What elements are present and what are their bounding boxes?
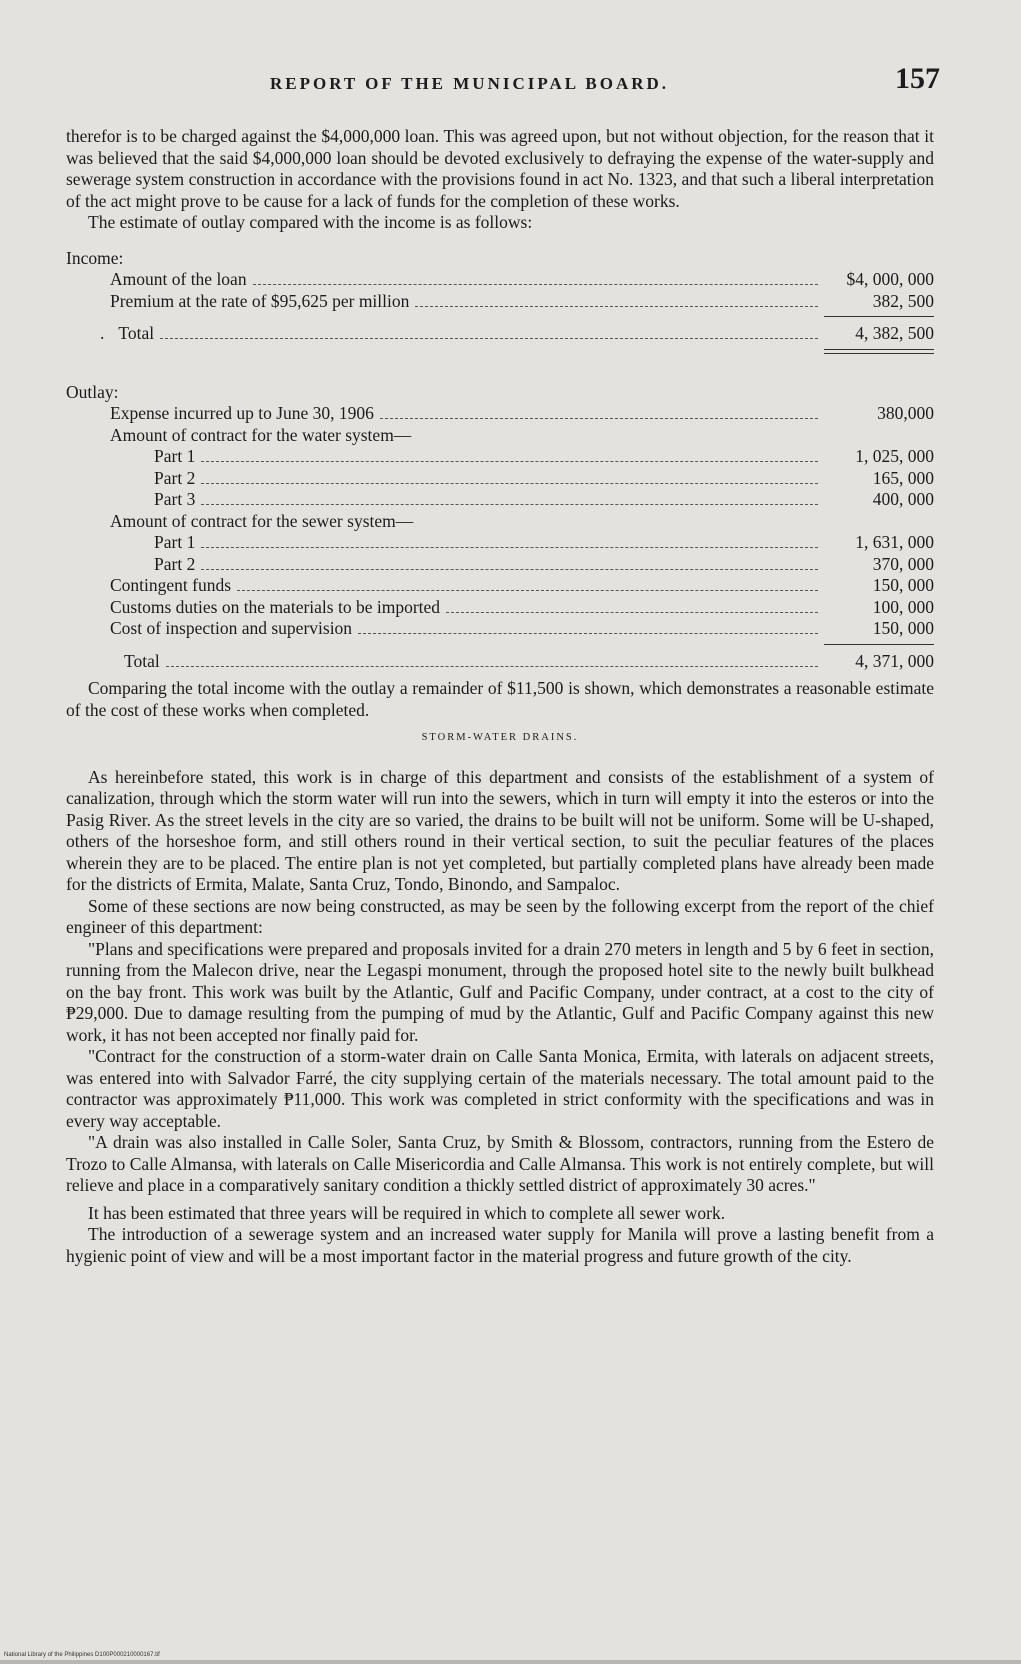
outlay-row: Expense incurred up to June 30, 1906 380,000 (110, 403, 934, 423)
intro-paragraph: therefor is to be charged against the $4,000,000 loan. This was agreed upon, but not without objection, for the reason that it was believed that the said $4,000,000 loan should be devoted exclusively to defraying the expense of the water-supply and sewerage system construction in accordance with the provisions found in act No. 1323, and that such a liberal interpretation of the act might prove to be cause for a lack of funds for the completion of these works. (66, 126, 934, 211)
outlay-row: Part 1 1, 025, 000 (154, 446, 934, 466)
body-paragraph: "Plans and specifications were prepared and proposals invited for a drain 270 meters in length and 5 by 6 feet in section, running from the Malecon drive, near the Legaspi monument, through the proposed hotel site to the newly built bulkhead on the bay front. This work was built by the Atlantic, Gulf and Pacific Company, under contract, at a cost to the city of ₱29,000. Due to damage resulting from the pumping of mud by the Atlantic, Gulf and Pacific Company against this new work, it has not been accepted nor finally paid for. (66, 938, 934, 1045)
outlay-total-label: Total (124, 650, 160, 671)
body-paragraph: "Contract for the construction of a storm-water drain on Calle Santa Monica, Ermita, with laterals on adjacent streets, was entered into with Salvador Farré, the city supplying certain of the materials necessary. The total amount paid to the contractor was approximately ₱11,000. This work was completed in strict conformity with the specifications and was in every way acceptable. (66, 1046, 934, 1131)
estimate-intro: The estimate of outlay compared with the income is as follows: (88, 212, 533, 232)
page-header (60, 62, 940, 102)
outlay-row: Customs duties on the materials to be imported 100, 000 (110, 596, 934, 617)
body-paragraph: The introduction of a sewerage system and an increased water supply for Manila will prove a lasting benefit from a hygienic point of view and will be a most important factor in the material progress and future growth of the city. (66, 1224, 934, 1266)
scan-footer: National Library of the Philippines D100P000210000167.tif (4, 1652, 160, 1658)
page-content (66, 126, 934, 1267)
section-title: STORM-WATER DRAINS. (421, 732, 579, 743)
outlay-total-amount: 4, 371, 000 (855, 650, 934, 671)
running-head: REPORT OF THE MUNICIPAL BOARD. (270, 74, 670, 93)
outlay-row: Part 1 1, 631, 000 (154, 532, 934, 552)
double-rule (824, 349, 934, 354)
outlay-label: Outlay: (66, 381, 119, 402)
outlay-row: Cost of inspection and supervision 150, 000 (110, 618, 934, 638)
income-row: Premium at the rate of $95,625 per million 382, 500 (110, 290, 934, 311)
income-label: Income: (66, 247, 124, 268)
sum-rule (824, 316, 934, 317)
sum-rule (824, 644, 934, 645)
income-total-label: Total (118, 323, 155, 343)
outlay-row: Part 2 165, 000 (154, 467, 934, 488)
income-row: Amount of the loan $4, 000, 000 (110, 269, 934, 289)
page-number: 157 (895, 62, 940, 95)
outlay-row: Contingent funds 150, 000 (110, 575, 934, 595)
outlay-row: Part 3 400, 000 (154, 489, 934, 509)
body-paragraph: As hereinbefore stated, this work is in charge of this department and consists of the establishment of a system of canalization, through which the storm water will run into the sewers, which in turn will empty it into the esteros or into the Pasig River. As the street levels in the city are so varied, the drains to be built will not be uniform. Some will be U-shaped, others of the horseshoe form, and still others round in their vertical section, to suit the peculiar features of the places wherein they are to be placed. The entire plan is not yet completed, but partially completed plans have already been made for the districts of Ermita, Malate, Santa Cruz, Tondo, Binondo, and Sampaloc. (66, 766, 934, 894)
income-total-row: . Total 4, 382, 500 (100, 323, 934, 343)
scan-edge (0, 1660, 1021, 1664)
comparison-paragraph: Comparing the total income with the outlay a remainder of $11,500 is shown, which demonstrates a reasonable estimate of the cost of these works when completed. (66, 678, 934, 720)
income-label-row (66, 248, 934, 270)
outlay-label-row (66, 382, 934, 404)
outlay-heading-row: Amount of contract for the water system— (110, 424, 412, 445)
outlay-heading-row: Amount of contract for the sewer system— (110, 510, 414, 531)
body-paragraph: "A drain was also installed in Calle Soler, Santa Cruz, by Smith & Blossom, contractors, running from the Estero de Trozo to Calle Almansa, with laterals on Calle Misericordia and Calle Almansa. This work is not entirely complete, but will relieve and place in a comparatively sanitary condition a thickly settled district of approximately 30 acres." (66, 1132, 934, 1195)
outlay-total-row (66, 651, 934, 673)
outlay-row: Part 2 370, 000 (154, 553, 934, 574)
body-paragraph: Some of these sections are now being constructed, as may be seen by the following excerpt from the report of the chief engineer of this department: (66, 895, 934, 937)
estimate-table (66, 248, 934, 673)
body-paragraph: It has been estimated that three years will be required in which to complete all sewer work. (88, 1202, 726, 1223)
income-total-amount: 4, 382, 500 (855, 323, 934, 343)
